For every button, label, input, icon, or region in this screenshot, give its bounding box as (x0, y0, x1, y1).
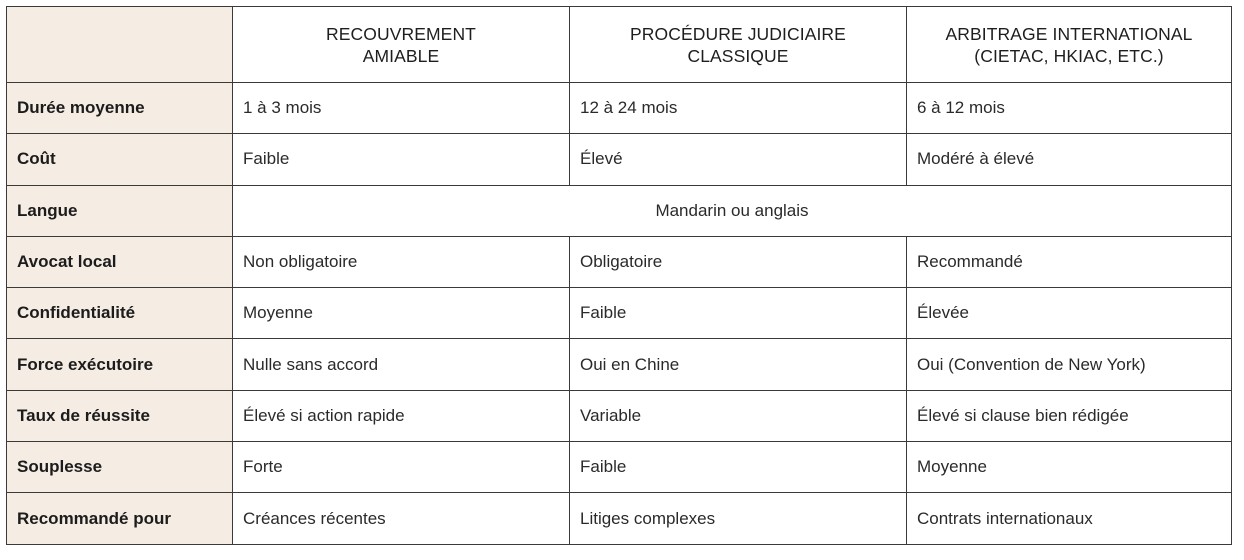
header-amicable-recovery (233, 7, 570, 83)
row-label: Coût (7, 134, 233, 185)
table-cell: Faible (233, 134, 570, 185)
table-cell: Forte (233, 442, 570, 493)
table-row-cost (7, 134, 1232, 185)
table-cell: Élevé si action rapide (233, 390, 570, 441)
header-row (7, 7, 1232, 83)
table-cell: 12 à 24 mois (570, 83, 907, 134)
table-row-success-rate (7, 390, 1232, 441)
table-cell: Recommandé (907, 236, 1232, 287)
table-cell: Non obligatoire (233, 236, 570, 287)
header-line: RECOUVREMENT (326, 23, 476, 44)
table-cell: Oui (Convention de New York) (907, 339, 1232, 390)
table-row-local-lawyer (7, 236, 1232, 287)
row-label: Langue (7, 185, 233, 236)
table-row-duration (7, 83, 1232, 134)
table-cell: Nulle sans accord (233, 339, 570, 390)
table-cell: Obligatoire (570, 236, 907, 287)
table-cell: 1 à 3 mois (233, 83, 570, 134)
table-row-language (7, 185, 1232, 236)
table-row-confidentiality (7, 288, 1232, 339)
header-corner-cell (7, 7, 233, 83)
table-cell: Variable (570, 390, 907, 441)
table-cell: Litiges complexes (570, 493, 907, 544)
row-label: Recommandé pour (7, 493, 233, 544)
comparison-table (6, 6, 1232, 545)
table-row-flexibility (7, 442, 1232, 493)
table-cell: Faible (570, 288, 907, 339)
row-label: Force exécutoire (7, 339, 233, 390)
header-judicial-procedure (570, 7, 907, 83)
table-cell: Faible (570, 442, 907, 493)
header-line: ARBITRAGE INTERNATIONAL (945, 23, 1193, 44)
header-line: (CIETAC, HKIAC, ETC.) (974, 45, 1164, 66)
row-label: Durée moyenne (7, 83, 233, 134)
table-cell: Créances récentes (233, 493, 570, 544)
table-cell: Moyenne (233, 288, 570, 339)
header-line: PROCÉDURE JUDICIAIRE (630, 23, 846, 44)
table-cell-merged: Mandarin ou anglais (233, 185, 1232, 236)
table-cell: Contrats internationaux (907, 493, 1232, 544)
table-row-recommended-for (7, 493, 1232, 544)
row-label: Avocat local (7, 236, 233, 287)
comparison-table-container (6, 6, 1232, 545)
row-label: Confidentialité (7, 288, 233, 339)
table-row-enforceability (7, 339, 1232, 390)
table-cell: Oui en Chine (570, 339, 907, 390)
table-cell: Élevé si clause bien rédigée (907, 390, 1232, 441)
table-cell: Modéré à élevé (907, 134, 1232, 185)
table-cell: Moyenne (907, 442, 1232, 493)
header-line: AMIABLE (362, 45, 440, 66)
row-label: Taux de réussite (7, 390, 233, 441)
table-cell: 6 à 12 mois (907, 83, 1232, 134)
header-line: CLASSIQUE (687, 45, 789, 66)
table-cell: Élevée (907, 288, 1232, 339)
table-cell: Élevé (570, 134, 907, 185)
row-label: Souplesse (7, 442, 233, 493)
header-international-arbitration (907, 7, 1232, 83)
